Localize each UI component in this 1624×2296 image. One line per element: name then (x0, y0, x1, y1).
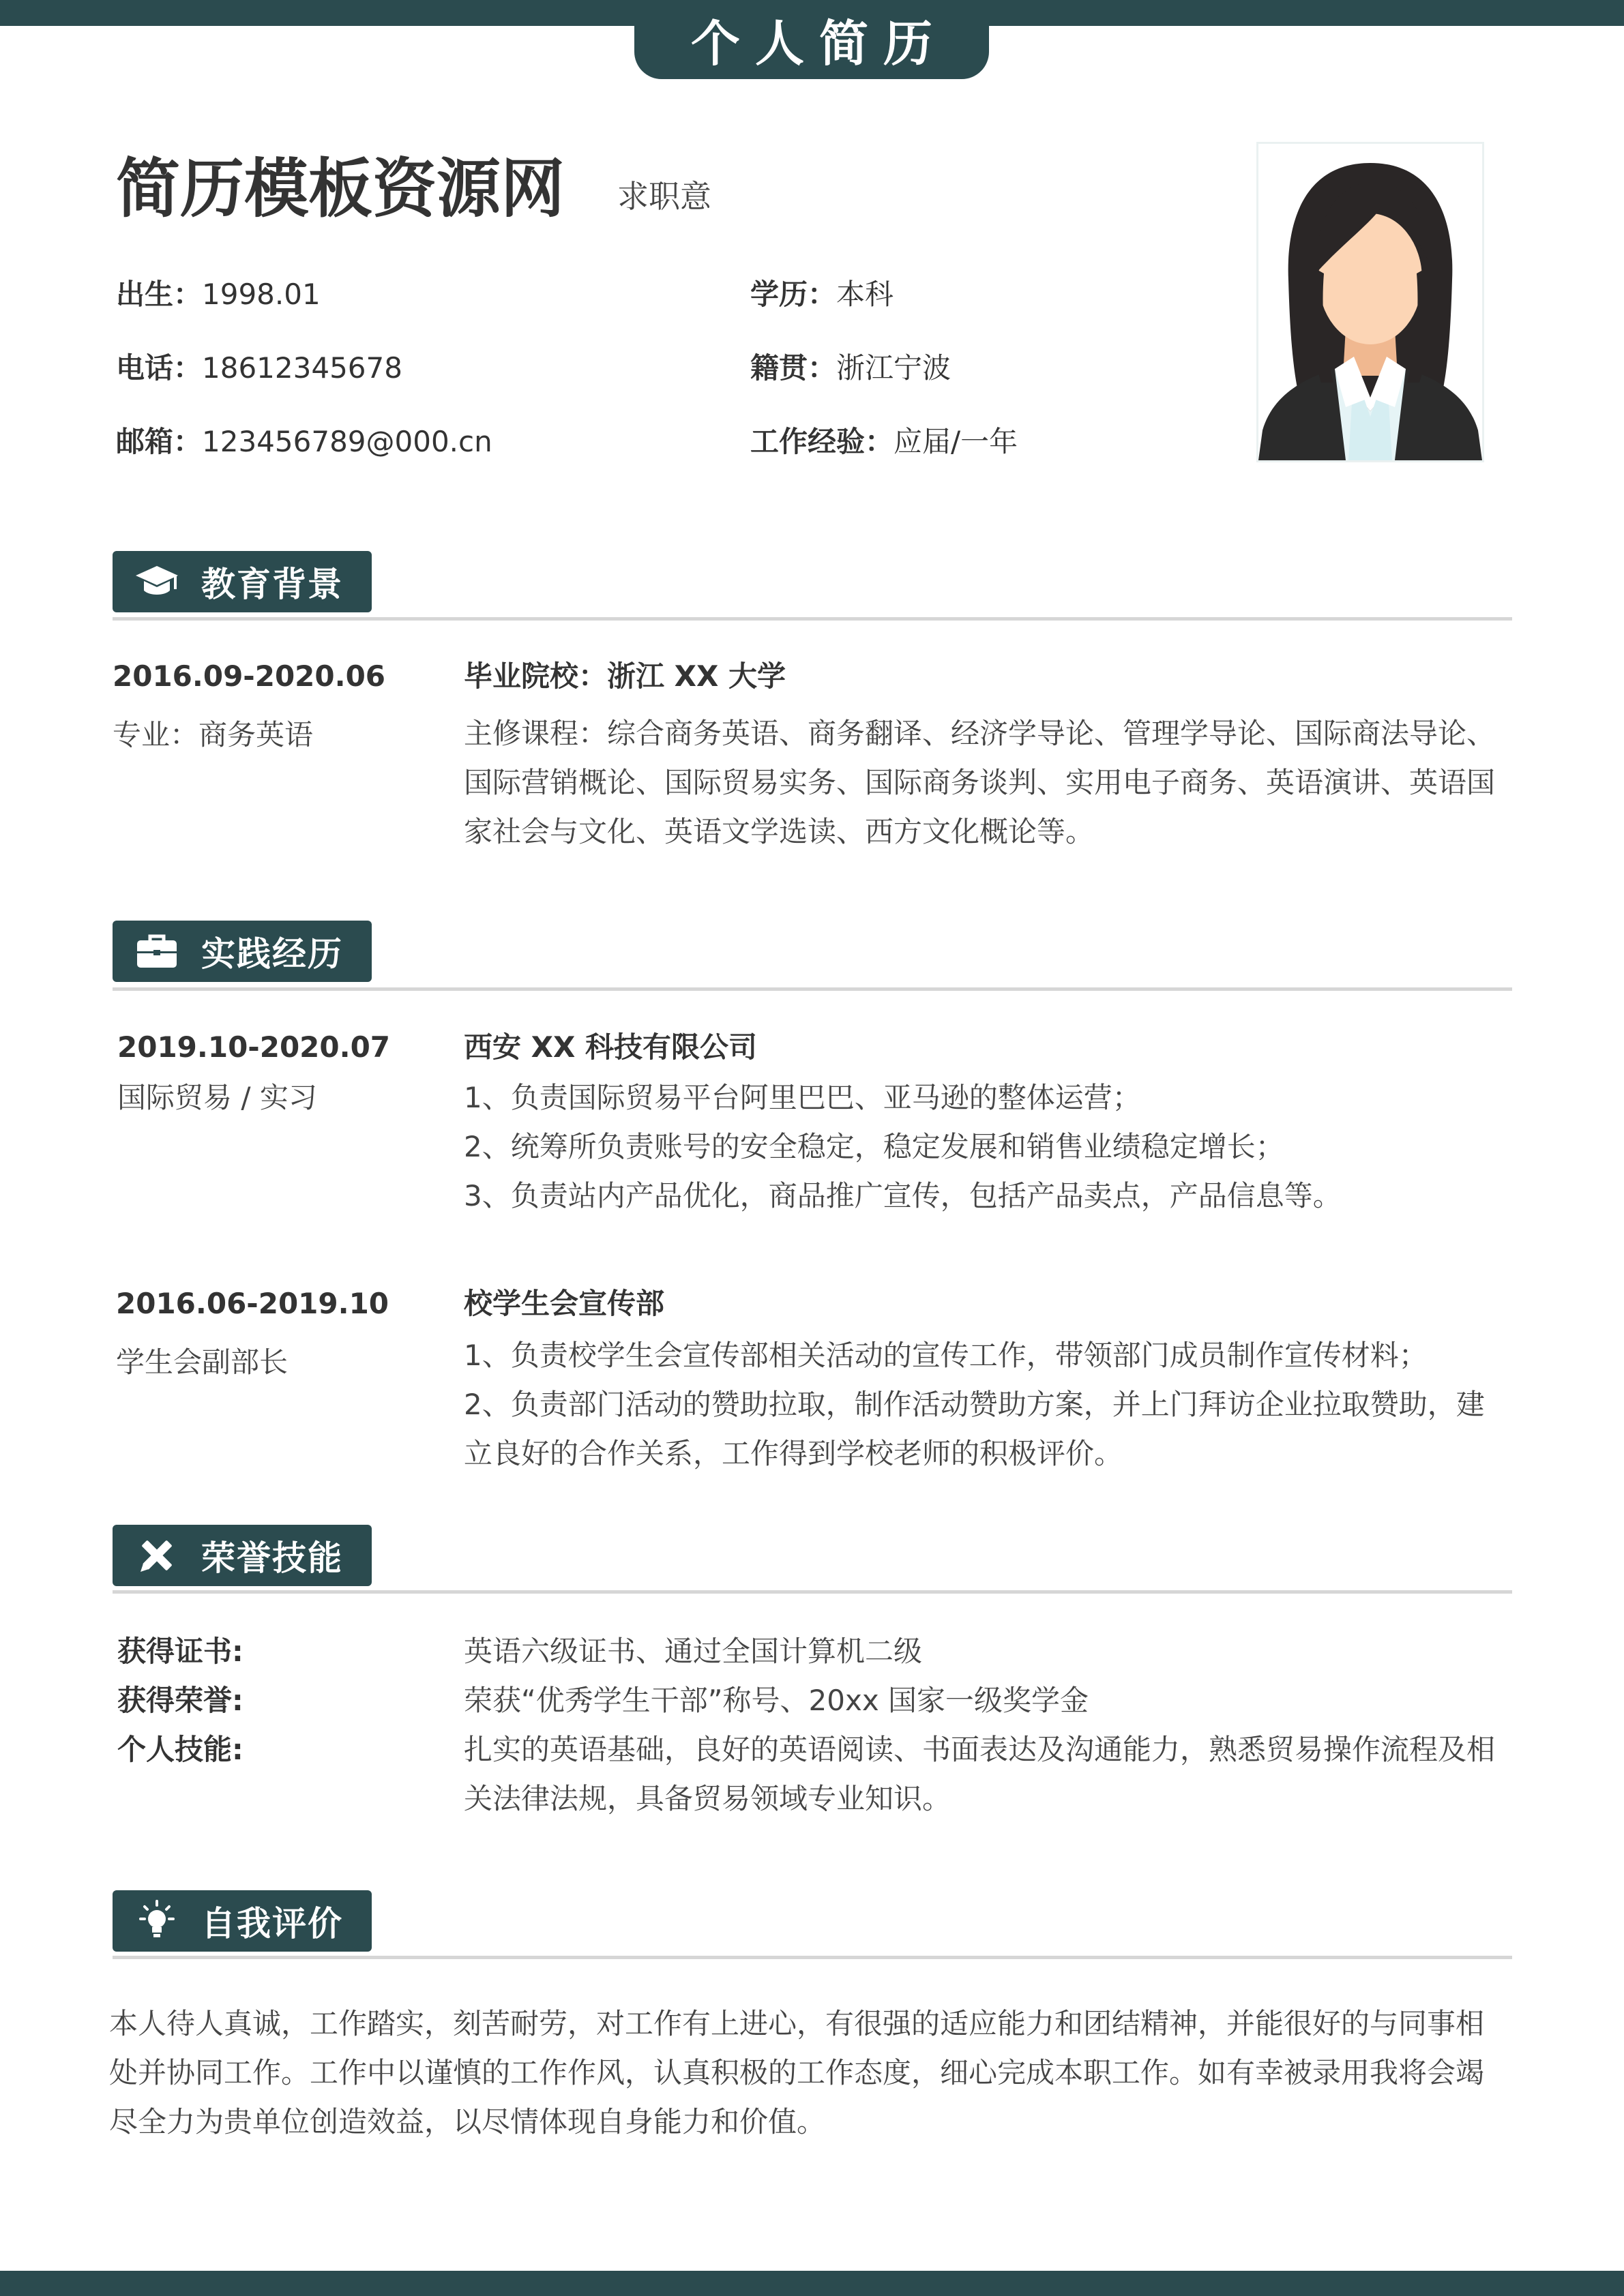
info-education-value: 本科 (836, 278, 894, 311)
page-title: 个人简历 (634, 0, 989, 79)
divider (113, 1956, 1512, 1959)
info-experience (750, 423, 1018, 461)
self-evaluation-text: 本人待人真诚，工作踏实，刻苦耐劳，对工作有上进心，有很强的适应能力和团结精神，并能很好的与同事相处并协同工作。工作中以谨慎的工作作风，认真积极的工作态度，细心完成本职工作。如有幸被录用我将会竭尽全力为贵单位创造效益，以尽情体现自身能力和价值。 (109, 2007, 1485, 2138)
info-email-label: 邮箱： (116, 425, 203, 458)
practice-line: 3、负责站内产品优化，商品推广宣传，包括产品卖点，产品信息等。 (464, 1179, 1342, 1212)
skills-row-value: 扎实的英语基础，良好的英语阅读、书面表达及沟通能力，熟悉贸易操作流程及相关法律法规，具备贸易领域专业知识。 (464, 1733, 1496, 1815)
section-practice-heading (113, 921, 372, 982)
info-experience-label: 工作经验： (750, 425, 894, 458)
info-birth-label: 出生： (116, 278, 203, 311)
skills-row-label: 个人技能: (117, 1733, 243, 1766)
practice-org: 西安 XX 科技有限公司 (464, 1030, 758, 1064)
info-birth (116, 275, 321, 314)
practice-period: 2016.06-2019.10 (116, 1287, 389, 1320)
skills-row-value: 荣获“优秀学生干部”称号、20xx 国家一级奖学金 (464, 1684, 1089, 1717)
skills-row-label: 获得荣誉: (117, 1684, 243, 1717)
info-education (750, 275, 894, 314)
practice-role: 学生会副部长 (116, 1345, 289, 1379)
divider (113, 617, 1512, 621)
job-intent: 求职意 (617, 178, 711, 215)
section-skills-label: 荣誉技能 (201, 1538, 343, 1578)
divider (113, 987, 1512, 991)
info-email-value: 123456789@000.cn (202, 425, 492, 458)
section-education-heading (113, 551, 372, 612)
info-native-value: 浙江宁波 (836, 351, 951, 385)
info-native (750, 349, 951, 387)
practice-line: 1、负责国际贸易平台阿里巴巴、亚马逊的整体运营； (464, 1081, 1141, 1114)
education-period: 2016.09-2020.06 (113, 659, 386, 693)
education-courses: 主修课程：综合商务英语、商务翻译、经济学导论、管理学导论、国际商法导论、国际营销概论、国际贸易实务、国际商务谈判、实用电子商务、英语演讲、英语国家社会与文化、英语文学选读、西方文化概论等。 (464, 717, 1496, 848)
practice-line: 2、负责部门活动的赞助拉取，制作活动赞助方案，并上门拜访企业拉取赞助，建立良好的合作关系，工作得到学校老师的积极评价。 (464, 1388, 1485, 1470)
practice-period: 2019.10-2020.07 (117, 1030, 391, 1064)
education-major: 专业：商务英语 (113, 718, 314, 751)
info-native-label: 籍贯： (750, 351, 837, 385)
graduation-cap-icon (113, 551, 201, 612)
info-birth-value: 1998.01 (202, 278, 321, 311)
divider (113, 1590, 1512, 1594)
section-self-eval-heading (113, 1890, 372, 1952)
avatar-female-icon (1258, 144, 1482, 460)
practice-line: 2、统筹所负责账号的安全稳定，稳定发展和销售业绩稳定增长； (464, 1130, 1284, 1163)
info-phone-value: 18612345678 (202, 351, 402, 385)
pencil-ruler-icon (113, 1525, 201, 1586)
info-phone-label: 电话： (116, 351, 203, 385)
profile-photo (1256, 142, 1484, 462)
skills-row-value: 英语六级证书、通过全国计算机二级 (464, 1635, 923, 1668)
section-practice-label: 实践经历 (201, 934, 343, 974)
education-school: 毕业院校：浙江 XX 大学 (464, 659, 786, 693)
info-education-label: 学历： (750, 278, 837, 311)
skills-row-label: 获得证书: (117, 1635, 243, 1668)
info-phone (116, 349, 402, 387)
practice-line: 1、负责校学生会宣传部相关活动的宣传工作，带领部门成员制作宣传材料； (464, 1339, 1428, 1372)
practice-role: 国际贸易 / 实习 (117, 1081, 317, 1114)
section-skills-heading (113, 1525, 372, 1586)
section-self-eval-label: 自我评价 (201, 1904, 343, 1943)
bottom-bar (0, 2271, 1624, 2296)
briefcase-icon (113, 921, 201, 982)
info-experience-value: 应届/一年 (894, 425, 1018, 458)
candidate-name: 简历模板资源网 (116, 152, 565, 226)
practice-org: 校学生会宣传部 (464, 1287, 665, 1320)
info-email (116, 423, 492, 461)
section-education-label: 教育背景 (201, 565, 343, 604)
lightbulb-icon (113, 1890, 201, 1952)
